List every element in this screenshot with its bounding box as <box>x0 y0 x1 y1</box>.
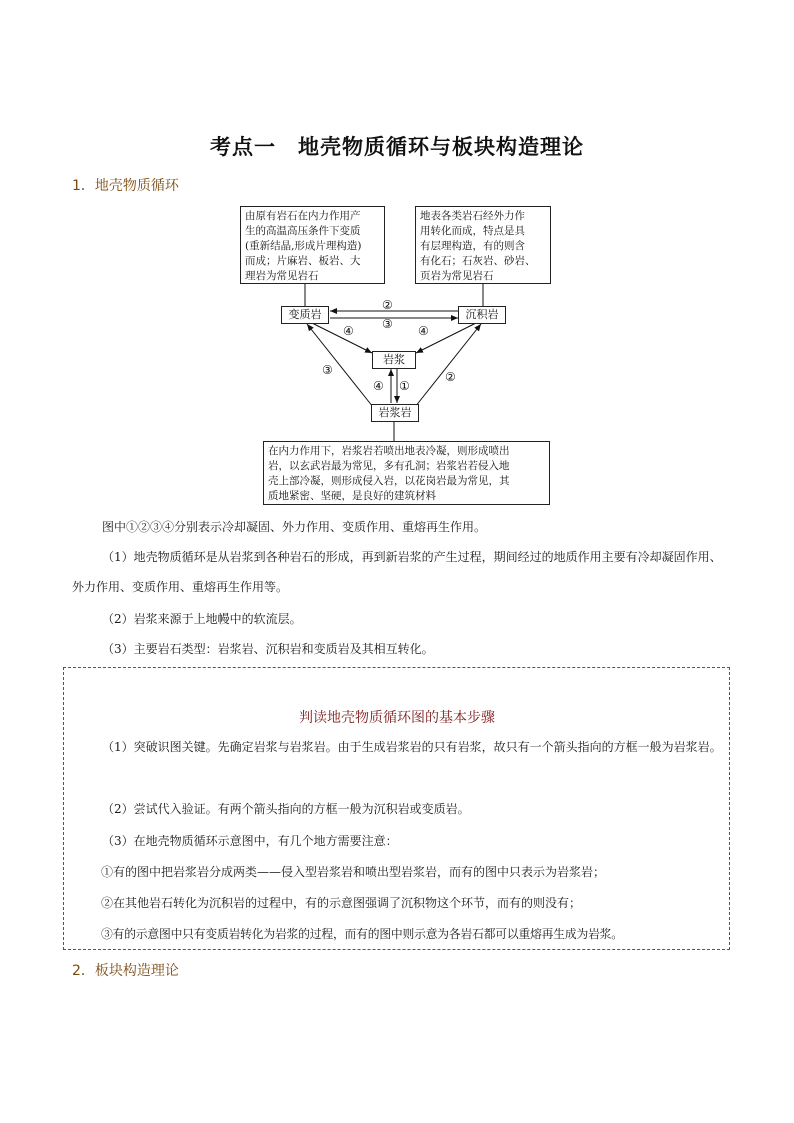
tip-title: 判读地壳物质循环图的基本步骤 <box>299 710 495 726</box>
label-arrow-mid: ③ <box>382 317 393 331</box>
label-magma-to-igneous: ① <box>399 379 410 393</box>
section-heading-crust-cycle: 1．地壳物质循环 <box>72 178 179 194</box>
tip-paragraph-6: ③有的示意图中只有变质岩转化为岩浆的过程，而有的图中则示意为各岩石都可以重熔再生成为岩浆。 <box>101 927 623 941</box>
tip-paragraph-1: （1）突破识图关键。先确定岩浆与岩浆岩。由于生成岩浆岩的只有岩浆，故只有一个箭头指向的方框一般为岩浆岩。 <box>102 740 722 754</box>
rock-cycle-diagram <box>230 203 550 509</box>
paragraph-2: （2）岩浆来源于上地幔中的软流层。 <box>102 612 302 626</box>
node-magma: 岩浆 <box>372 351 416 369</box>
node-igneous-rock: 岩浆岩 <box>371 404 419 422</box>
label-igneous-to-metamorphic: ③ <box>322 363 333 377</box>
section-heading-plate-tectonics: 2．板块构造理论 <box>72 963 179 979</box>
page-title: 考点一 地壳物质循环与板块构造理论 <box>210 134 584 159</box>
tip-paragraph-4: ①有的图中把岩浆岩分成两类——侵入型岩浆岩和喷出型岩浆岩，而有的图中只表示为岩浆岩； <box>101 865 606 879</box>
igneous-description-box: 在内力作用下，岩浆岩若喷出地表冷凝，则形成喷出 岩，以玄武岩最为常见，多有孔洞；岩浆岩若侵入地 壳上部冷凝，则形成侵入岩，以花岗岩最为常见，其 质地紧密、坚硬，是良好的建筑材料 <box>263 441 550 505</box>
label-igneous-to-magma: ④ <box>373 379 384 393</box>
arrow-metamorphic-to-magma <box>312 323 372 353</box>
node-sedimentary-rock: 沉积岩 <box>458 306 506 324</box>
label-sedimentary-to-magma: ④ <box>418 324 429 338</box>
sedimentary-description-box: 地表各类岩石经外力作 用转化而成，特点是具 有层理构造，有的则含 有化石；石灰岩、砂岩、 页岩为常见岩石 <box>415 206 551 284</box>
paragraph-3: （3）主要岩石类型：岩浆岩、沉积岩和变质岩及其相互转化。 <box>102 642 434 656</box>
paragraph-1: （1）地壳物质循环是从岩浆到各种岩石的形成，再到新岩浆的产生过程，期间经过的地质作用主要有冷却凝固作用、外力作用、变质作用、重熔再生作用等。 <box>72 550 722 594</box>
metamorphic-description-box: 由原有岩石在内力作用产 生的高温高压条件下变质 (重新结晶,形成片理构造) 而成；片麻岩、板岩、大 理岩为常见岩石 <box>240 206 385 284</box>
tip-paragraph-5: ②在其他岩石转化为沉积岩的过程中，有的示意图强调了沉积物这个环节，而有的则没有； <box>101 896 582 910</box>
label-arrow-top: ② <box>382 298 393 312</box>
paragraph-intro: 图中①②③④分别表示冷却凝固、外力作用、变质作用、重熔再生作用。 <box>102 520 487 534</box>
tip-paragraph-2: （2）尝试代入验证。有两个箭头指向的方框一般为沉积岩或变质岩。 <box>102 802 470 816</box>
node-metamorphic-rock: 变质岩 <box>281 306 329 324</box>
label-igneous-to-sedimentary: ② <box>445 370 456 384</box>
tip-paragraph-3: （3）在地壳物质循环示意图中，有几个地方需要注意： <box>102 834 398 848</box>
label-metamorphic-to-magma: ④ <box>343 324 354 338</box>
